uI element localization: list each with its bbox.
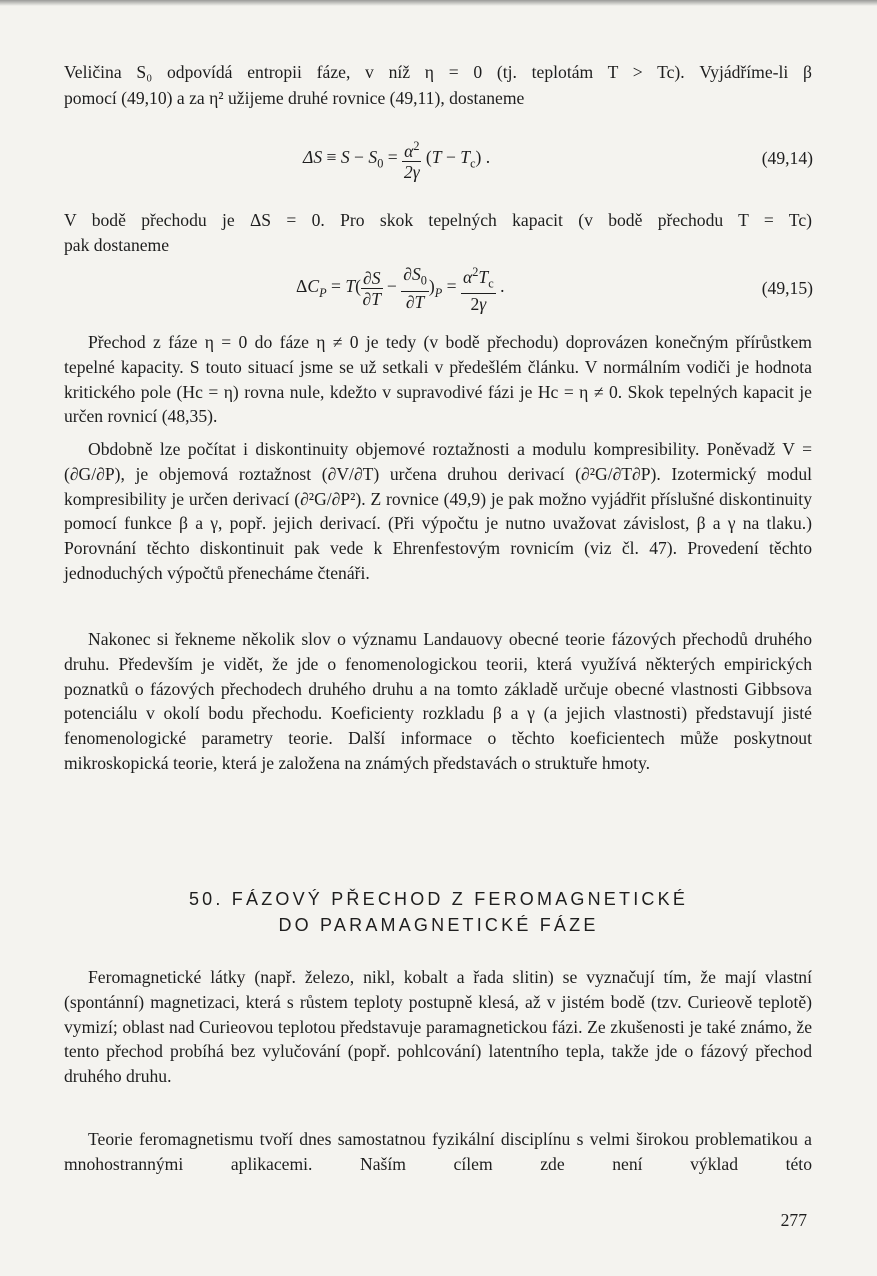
- paragraph-1: Přechod z fáze η = 0 do fáze η ≠ 0 je tedy (v bodě přechodu) doprovázen konečným přírůstkem tepelné kapacity. S touto situací jsme se už setkali v předešlém článku. V normálním vodiči je hodnota kritického pole (Hc = η) rovna nule, kdežto v supravodivé fázi je Hc = η ≠ 0. Skok tepelných kapacit je určen rovnicí (48,35).: [64, 332, 812, 427]
- section-paragraph-1: Feromagnetické látky (např. železo, nikl, kobalt a řada slitin) se vyznačují tím, že mají vlastní (spontánní) magnetizaci, která s růstem teploty postupně klesá, až v jistém bodě (tzv. Curieově teplotě) vymizí; oblast nad Curieovou teplotou představuje paramagnetickou fázi. Ze zkušenosti je také známo, že tento přechod probíhá bez vylučování (popř. pohlcování) latentního tepla, takže jde o fázový přechod druhého druhu.: [64, 967, 812, 1087]
- scan-top-edge: [0, 0, 877, 6]
- page-number: 277: [780, 1210, 807, 1230]
- section-paragraph-2: Teorie feromagnetismu tvoří dnes samostatnou fyzikální disciplínu s velmi širokou problematikou a mnohostrannými aplikacemi. Naším cílem zde není výklad této: [64, 1129, 812, 1174]
- intro-line-2: pomocí (49,10) a za η² užijeme druhé rovnice (49,11), dostaneme: [64, 88, 525, 108]
- mid-line-1: V bodě přechodu je ΔS = 0. Pro skok tepelných kapacit (v bodě přechodu T = Tc): [64, 210, 812, 230]
- equation-49-15: $\Delta C_P = T$( $\frac{\partial S}{\partial T}$ − $\frac{\partial S_0}{\partial T}$ )$_P$ = $\frac{\alpha^2T_c}{2\gamma}$ .: [296, 262, 504, 314]
- mid-line-2: pak dostaneme: [64, 235, 170, 255]
- paragraph-3: Nakonec si řekneme několik slov o významu Landauovy obecné teorie fázových přechodů druhého druhu. Především je vidět, že jde o fenomenologickou teorii, která využívá některých empirických poznatků o fázových přechodech druhého druhu a na tomto základě určuje obecné vlastnosti Gibbsova potenciálu v okolí bodu přechodu. Koeficienty rozkladu β a γ (a jejich vlastnosti) představují jisté fenomenologické parametry teorie. Další informace o těchto koeficientech může poskytnout mikroskopická teorie, která je založena na známých představách o struktuře hmoty.: [64, 629, 812, 773]
- equation-number-49-14: (49,14): [761, 148, 813, 168]
- equation-49-14: $\Delta S \equiv S - S_0$ = $\frac{\alpha^2}{2\gamma}$ $(T - T_c)$ .: [303, 136, 490, 182]
- section-heading-line-2: DO PARAMAGNETICKÉ FÁZE: [278, 915, 599, 935]
- equation-number-49-15: (49,15): [761, 278, 813, 298]
- section-heading-line-1: 50. FÁZOVÝ PŘECHOD Z FEROMAGNETICKÉ: [188, 889, 689, 909]
- intro-line-1: Veličina S₀ odpovídá entropii fáze, v níž η = 0 (tj. teplotám T > Tc). Vyjádříme-li β: [64, 62, 812, 82]
- paragraph-2: Obdobně lze počítat i diskontinuity objemové roztažnosti a modulu kompresibility. Poněvadž V = (∂G/∂P), je objemová roztažnost (∂V/∂T) určena druhou derivací (∂²G/∂T∂P). Izotermický modul kompresibility je určen derivací (∂²G/∂P²). Z rovnice (49,9) je pak možno vyjádřit příslušné diskontinuity pomocí funkce β a γ, popř. jejich derivací. (Při výpočtu je nutno uvažovat závislost, β a γ na tlaku.) Porovnání těchto diskontinuit pak vede k Ehrenfestovým rovnicím (viz čl. 47). Provedení těchto jednoduchých výpočtů přenecháme čtenáři.: [64, 439, 812, 583]
